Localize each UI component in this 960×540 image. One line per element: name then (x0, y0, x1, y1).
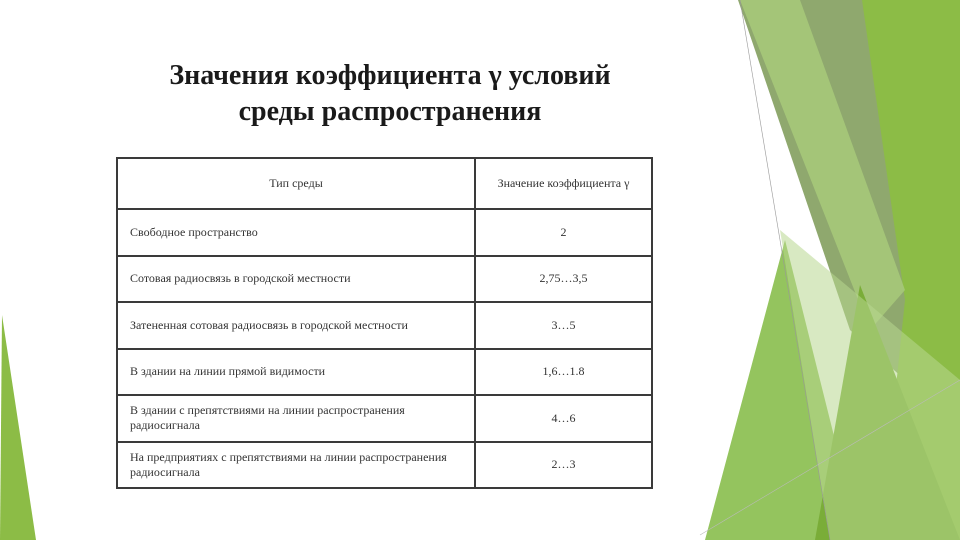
left-green-shard (0, 315, 36, 540)
cell-type: Сотовая радиосвязь в городской местности (117, 256, 475, 303)
cell-value: 2…3 (475, 442, 652, 489)
cell-value: 1,6…1.8 (475, 349, 652, 396)
table-row (117, 442, 652, 489)
table-row (117, 395, 652, 442)
header-value: Значение коэффициента γ (475, 158, 652, 209)
title-line-1: Значения коэффициента γ условий (169, 60, 611, 91)
cell-value: 4…6 (475, 395, 652, 442)
slide-title (80, 58, 700, 130)
cell-value: 3…5 (475, 302, 652, 349)
header-type: Тип среды (117, 158, 475, 209)
table-row (117, 349, 652, 396)
cell-value: 2 (475, 209, 652, 256)
table-row (117, 209, 652, 256)
cell-type: В здании с препятствиями на линии распространения радиосигнала (117, 395, 475, 442)
cell-type: В здании на линии прямой видимости (117, 349, 475, 396)
table-row (117, 256, 652, 303)
cell-type: Затененная сотовая радиосвязь в городской местности (117, 302, 475, 349)
cell-type: На предприятиях с препятствиями на линии распространения радиосигнала (117, 442, 475, 489)
table-header-row (117, 158, 652, 209)
cell-type: Свободное пространство (117, 209, 475, 256)
title-line-2: среды распространения (238, 96, 542, 127)
coefficient-table (116, 157, 653, 489)
table-row (117, 302, 652, 349)
cell-value: 2,75…3,5 (475, 256, 652, 303)
